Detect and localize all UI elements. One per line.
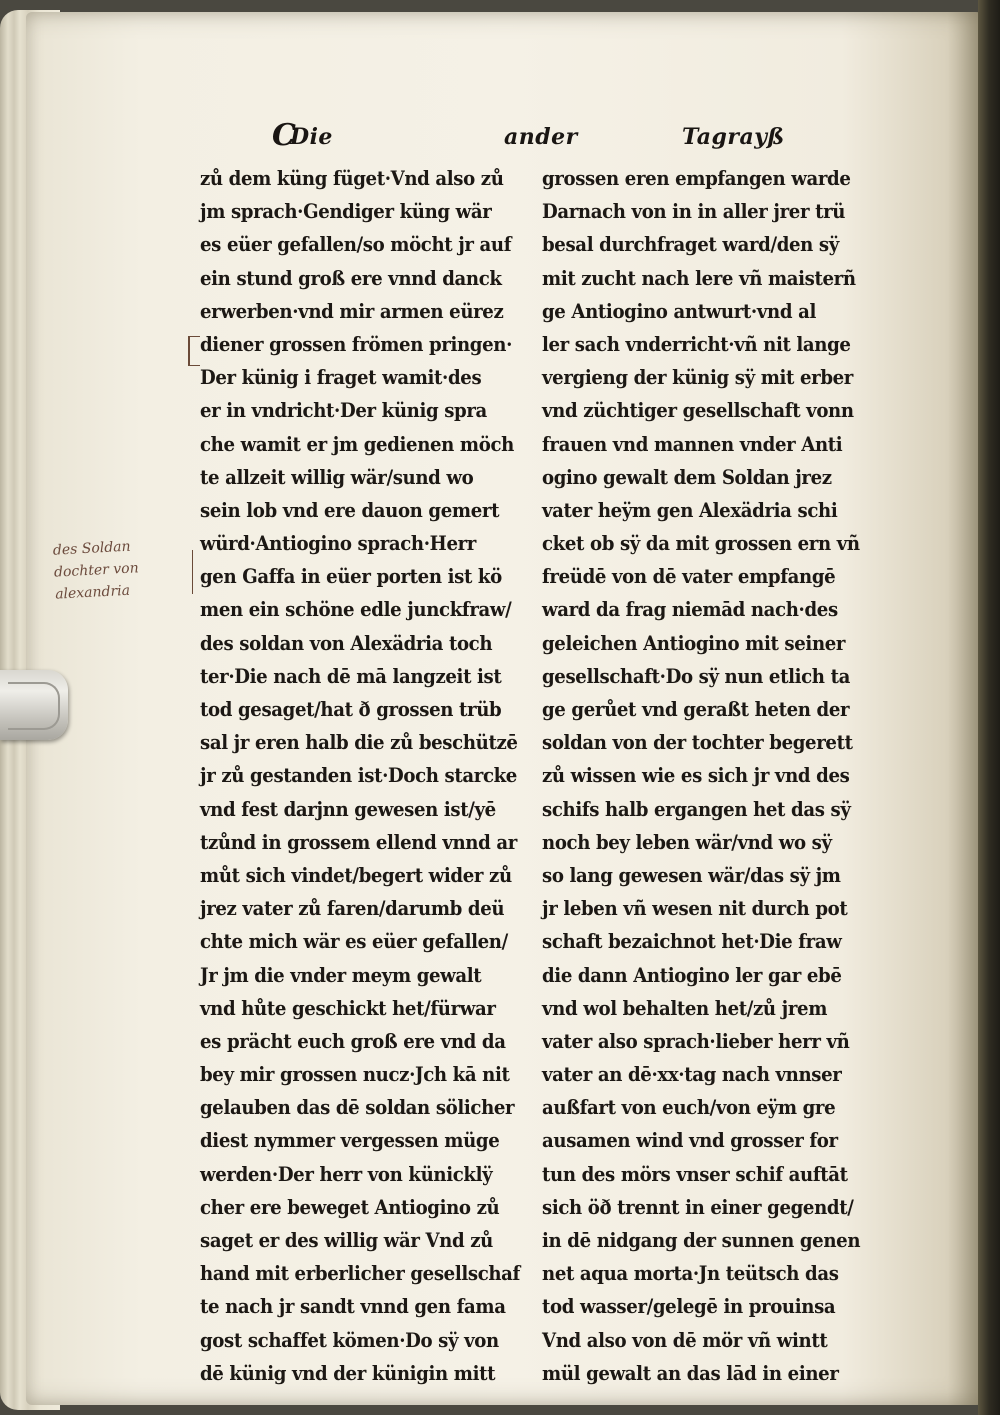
left-text-column: [200, 162, 526, 1390]
text-line: mit zucht nach lere vñ maisterñ: [542, 266, 856, 290]
text-line: jm sprach·Gendiger küng wär: [200, 200, 492, 224]
text-line: Vnd also von dē mör vñ wintt: [542, 1328, 828, 1352]
text-line: vergieng der künig sÿ mit erber: [542, 366, 853, 390]
text-line: gost schaffet kömen·Do sÿ von: [200, 1328, 499, 1352]
text-line: vnd hůte geschickt het/fürwar: [200, 996, 496, 1020]
text-line: ge gerůet vnd geraßt heten der: [542, 698, 850, 721]
text-line: vater an dē·xx·tag nach vnnser: [542, 1063, 842, 1087]
text-line: te allzeit willig wär/sund wo: [200, 465, 474, 489]
text-line: soldan von der tochter begerett: [542, 731, 853, 755]
text-line: ein stund groß ere vnnd danck: [200, 266, 502, 290]
text-line: gen Gaffa in eüer porten ist kö: [200, 565, 502, 589]
text-line: cket ob sÿ da mit grossen ern vñ: [542, 532, 860, 556]
text-line: tzůnd in grossem ellend vnnd ar: [200, 830, 517, 854]
headline-word-1: Die: [290, 124, 333, 150]
text-line: besal durchfraget ward/den sÿ: [542, 233, 839, 257]
text-line: jr leben vñ wesen nit durch pot: [542, 897, 848, 921]
text-line: dē künig vnd der künigin mitt: [200, 1361, 496, 1385]
book-spine: [978, 0, 1000, 1415]
text-line: außfart von euch/von eÿm gre: [542, 1096, 836, 1120]
text-line: saget er des willig wär Vnd zů: [200, 1229, 493, 1252]
text-line: in dē nidgang der sunnen genen: [542, 1229, 861, 1252]
text-line: vnd züchtiger gesellschaft vonn: [542, 399, 854, 423]
running-headline: [272, 118, 832, 158]
text-line: frauen vnd mannen vnder Anti: [542, 432, 843, 456]
text-line: hand mit erberlicher gesellschaf: [200, 1262, 520, 1286]
text-line: vnd wol behalten het/zů jrem: [542, 996, 828, 1020]
text-line: chte mich wär es eüer gefallen/: [200, 930, 508, 954]
text-line: zů wissen wie es sich jr vnd des: [542, 764, 850, 788]
text-line: er in vndricht·Der künig spra: [200, 399, 487, 423]
text-line: vater also sprach·lieber herr vñ: [542, 1029, 850, 1053]
text-line: gesellschaft·Do sÿ nun etlich ta: [542, 664, 850, 688]
headline-word-3: Tagrayß: [682, 124, 785, 150]
text-line: mül gewalt an das lād in einer: [542, 1361, 839, 1385]
text-line: schifs halb ergangen het das sÿ: [542, 797, 851, 821]
text-line: diest nymmer vergessen müge: [200, 1129, 500, 1153]
text-line: můt sich vindet/begert wider zů: [200, 863, 512, 887]
text-line: erwerben·vnd mir armen eürez: [200, 299, 504, 323]
text-line: sein lob vnd ere dauon gemert: [200, 498, 500, 522]
handwritten-margin-note: [52, 532, 195, 605]
text-line: ter·Die nach dē mā langzeit ist: [200, 664, 502, 688]
margin-note-line: dochter von: [53, 560, 140, 581]
headline-word-2: ander: [504, 124, 578, 150]
text-line: jr zů gestanden ist·Doch starcke: [200, 764, 517, 788]
text-line: schaft bezaichnot het·Die fraw: [542, 930, 842, 954]
text-line: werden·Der herr von künicklÿ: [200, 1162, 493, 1186]
text-line: sal jr eren halb die zů beschützē: [200, 731, 518, 755]
text-line: Der künig i fraget wamit·des: [200, 366, 482, 390]
text-line: tod wasser/gelegē in prouinsa: [542, 1295, 836, 1319]
text-line: cher ere beweget Antiogino zů: [200, 1195, 500, 1219]
text-line: gelauben das dē soldan sölicher: [200, 1096, 515, 1120]
pilcrow-mark: C: [272, 118, 297, 153]
text-line: diener grossen frömen pringen·: [200, 332, 513, 356]
text-line: che wamit er jm gedienen möch: [200, 432, 514, 456]
clip-loop: [8, 682, 60, 730]
text-line: ler sach vnderricht·vñ nit lange: [542, 332, 851, 356]
text-line: men ein schöne edle junckfraw/: [200, 598, 512, 622]
text-line: geleichen Antiogino mit seiner: [542, 631, 846, 655]
text-line: ausamen wind vnd grosser for: [542, 1129, 838, 1153]
margin-note-line: alexandria: [54, 582, 131, 603]
text-line: es eüer gefallen/so möcht jr auf: [200, 233, 512, 257]
text-line: so lang gewesen wär/das sÿ jm: [542, 863, 841, 887]
text-line: bey mir grossen nucz·Jch kā nit: [200, 1063, 510, 1087]
margin-note-line: des Soldan: [52, 538, 131, 559]
text-line: tod gesaget/hat ð grossen trüb: [200, 698, 502, 721]
text-line: ward da frag niemād nach·des: [542, 598, 838, 622]
text-line: ge Antiogino antwurt·vnd al: [542, 299, 816, 323]
text-line: die dann Antiogino ler gar ebē: [542, 963, 842, 987]
text-line: grossen eren empfangen warde: [542, 167, 851, 190]
right-text-column: [542, 162, 882, 1390]
text-line: es prächt euch groß ere vnd da: [200, 1029, 506, 1053]
text-line: Jr jm die vnder meym gewalt: [200, 963, 482, 987]
annotation-bracket: [188, 336, 200, 366]
text-line: Darnach von in in aller jrer trü: [542, 200, 846, 224]
text-line: sich öð trennt in einer gegendt/: [542, 1195, 854, 1219]
text-line: net aqua morta·Jn teütsch das: [542, 1262, 839, 1286]
text-line: jrez vater zů faren/darumb deü: [200, 897, 505, 921]
page-clip: [0, 670, 68, 740]
text-line: freüdē von dē vater empfangē: [542, 565, 836, 589]
text-line: te nach jr sandt vnnd gen fama: [200, 1295, 506, 1319]
text-line: vater heÿm gen Alexädria schi: [542, 498, 838, 522]
text-line: ogino gewalt dem Soldan jrez: [542, 465, 832, 489]
text-line: tun des mörs vnser schif auftāt: [542, 1162, 848, 1186]
text-line: vnd fest darjnn gewesen ist/yē: [200, 797, 496, 821]
text-line: des soldan von Alexädria toch: [200, 631, 493, 655]
text-line: zů dem küng füget·Vnd also zů: [200, 167, 504, 190]
text-line: würd·Antiogino sprach·Herr: [200, 532, 476, 556]
text-line: noch bey leben wär/vnd wo sÿ: [542, 830, 832, 854]
